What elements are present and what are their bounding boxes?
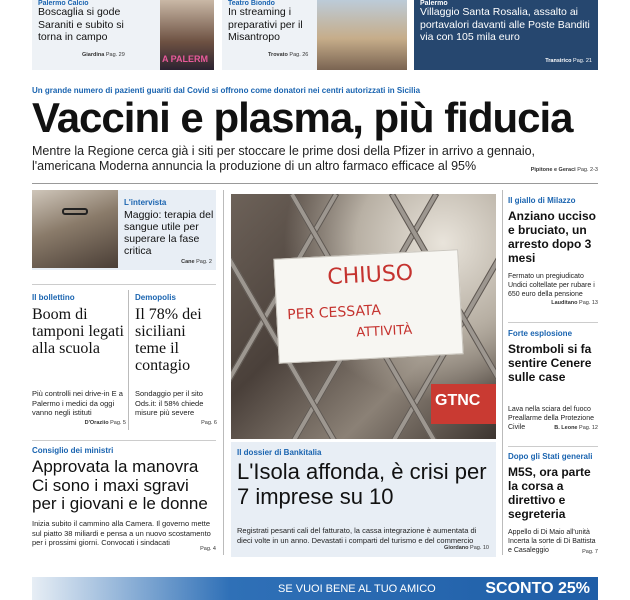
headline: Boom di tamponi legati alla scuola bbox=[32, 306, 124, 357]
cite-page: Pag. 10 bbox=[470, 545, 489, 551]
teaser-text: Lava nella sciara del fuoco Preallarme della Protezione Civile bbox=[508, 406, 594, 431]
divider bbox=[508, 322, 598, 323]
teaser-text: Maggio: terapia del sangue utile per superare la fase critica bbox=[124, 209, 214, 257]
lead-kicker: Un grande numero di pazienti guariti dal Covid si offrono come donatori nei centri autorizzati in Sicilia bbox=[32, 86, 421, 95]
headline: Stromboli si fa sentire Cenere sulle case bbox=[508, 342, 592, 384]
cite-page: Pag. 6 bbox=[201, 420, 217, 426]
headline: M5S, ora parte la corsa a direttivo e segreteria bbox=[508, 465, 591, 521]
teaser-text: Inizia subito il cammino alla Camera. Il governo mette sul piatto 38 miliardi e pensa a un nuovo scostamento per i prossimi giorni. Convocati i sindacati bbox=[32, 519, 211, 547]
top-box-palermo[interactable] bbox=[414, 0, 598, 70]
lead-subhead: Mentre la Regione cerca già i siti per stoccare le prime dosi della Pfizer in arrivo a gennaio, l'americana Moderna annuncia la produzione di un altro farmaco efficace al 95% bbox=[32, 144, 536, 173]
kicker: Teatro Biondo bbox=[228, 0, 275, 7]
kicker: Palermo bbox=[420, 0, 448, 7]
cite-page: Pag. 7 bbox=[582, 549, 598, 555]
cite-page: Pag. 29 bbox=[105, 52, 125, 58]
kicker: Il giallo di Milazzo bbox=[508, 196, 576, 205]
citation bbox=[32, 420, 126, 426]
citation bbox=[135, 420, 217, 426]
cite-author: Giardina bbox=[82, 52, 105, 58]
citation bbox=[508, 425, 598, 431]
headline: Approvata la manovra Ci sono i maxi sgravi per i giovani e le donne bbox=[32, 457, 208, 513]
cite-page: Pag. 2-3 bbox=[577, 167, 598, 173]
cite-author: Giordano bbox=[444, 545, 469, 551]
citation bbox=[508, 300, 598, 306]
top-box-teatro[interactable] bbox=[222, 0, 407, 70]
bollettino-story[interactable] bbox=[32, 293, 126, 433]
stromboli-story[interactable] bbox=[508, 329, 600, 439]
divider bbox=[508, 446, 598, 447]
cite-page: Pag. 2 bbox=[196, 259, 212, 265]
teaser-text: Più controlli nei drive-in E a Palermo i medici da oggi vanno negli istituti bbox=[32, 389, 123, 417]
ad-text-left: SE VUOI BENE AL TUO AMICO bbox=[278, 583, 436, 595]
ad-banner[interactable] bbox=[32, 577, 598, 600]
teaser-text: Registrati pesanti cali del fatturato, la cassa integrazione è aumentata di dieci volte in un anno. Devastati i comparti del turismo e del commercio bbox=[237, 526, 477, 545]
red-sign-text: GTNC bbox=[435, 392, 481, 409]
teaser-text: Villaggio Santa Rosalia, assalto ai portavalori davanti alle Poste Banditi via con 105 mila euro bbox=[420, 6, 590, 43]
banner-text: A PALERM bbox=[162, 54, 208, 64]
headline: L'Isola affonda, è crisi per 7 imprese su 10 bbox=[237, 459, 487, 509]
cite-author: B. Leone bbox=[554, 425, 578, 431]
photo-footballer bbox=[160, 0, 214, 70]
cite-author: Trovato bbox=[268, 52, 288, 58]
bankitalia-story[interactable] bbox=[231, 442, 496, 557]
red-sign bbox=[431, 384, 496, 424]
lead-headline[interactable]: Vaccini e plasma, più fiducia bbox=[32, 94, 573, 141]
divider bbox=[502, 190, 503, 555]
divider bbox=[128, 290, 129, 430]
glasses-icon bbox=[62, 208, 88, 215]
cite-author: Transirico bbox=[545, 58, 572, 64]
sign-line: ATTIVITÀ bbox=[355, 322, 413, 341]
photo-maggio bbox=[32, 190, 118, 268]
citation bbox=[381, 545, 489, 551]
divider bbox=[223, 190, 224, 555]
kicker: Il bollettino bbox=[32, 293, 75, 302]
cite-author: D'Oraziio bbox=[84, 420, 109, 426]
m5s-story[interactable] bbox=[508, 452, 600, 557]
cite-page: Pag. 26 bbox=[289, 52, 309, 58]
kicker: Palermo Calcio bbox=[38, 0, 89, 7]
cite-page: Pag. 4 bbox=[200, 546, 216, 552]
sign-line: CHIUSO bbox=[326, 260, 414, 291]
kicker: Forte esplosione bbox=[508, 329, 573, 338]
demopolis-story[interactable] bbox=[135, 293, 217, 433]
divider bbox=[32, 183, 598, 184]
photo-theatre bbox=[317, 0, 407, 70]
divider bbox=[32, 440, 216, 441]
ad-text-right: SCONTO 25% bbox=[485, 580, 590, 597]
citation bbox=[32, 546, 216, 552]
citation bbox=[508, 549, 598, 555]
citation bbox=[545, 58, 592, 64]
consiglio-story[interactable] bbox=[32, 446, 218, 556]
cite-author: Pipitone e Geraci bbox=[530, 167, 576, 173]
closed-sign bbox=[273, 249, 463, 364]
cite-page: Pag. 13 bbox=[579, 300, 598, 306]
teaser-text: Fermato un pregiudicato Undici coltellate per rubare i 650 euro della pensione bbox=[508, 273, 595, 298]
kicker: Demopolis bbox=[135, 293, 176, 302]
teaser-text: Boscaglia si gode Saraniti e subito si torna in campo bbox=[38, 6, 124, 43]
lead-citation bbox=[470, 167, 598, 173]
teaser-text: Appello di Di Maio all'unità Incerta la sorte di Di Battista e Casaleggio bbox=[508, 529, 596, 554]
kicker: Dopo gli Stati generali bbox=[508, 452, 593, 461]
cite-page: Pag. 12 bbox=[579, 425, 598, 431]
divider bbox=[32, 284, 216, 285]
citation bbox=[124, 259, 212, 265]
headline: Anziano ucciso e bruciato, un arresto dopo 3 mesi bbox=[508, 209, 597, 265]
photo-chiuso bbox=[231, 194, 496, 439]
teaser-text: In streaming i preparativi per il Misantropo bbox=[228, 6, 303, 43]
teaser-text: Sondaggio per il sito Ods.it: il 58% chiede misure più severe bbox=[135, 389, 204, 417]
kicker: L'intervista bbox=[124, 198, 167, 207]
kicker: Il dossier di Bankitalia bbox=[237, 448, 322, 457]
cite-author: Cane bbox=[181, 259, 195, 265]
citation bbox=[268, 52, 308, 58]
intervista-box[interactable] bbox=[32, 190, 216, 270]
kicker: Consiglio dei ministri bbox=[32, 446, 114, 455]
cite-page: Pag. 5 bbox=[110, 420, 126, 426]
cite-page: Pag. 21 bbox=[573, 58, 592, 64]
cite-author: Lauditano bbox=[551, 300, 578, 306]
milazzo-story[interactable] bbox=[508, 196, 600, 314]
citation bbox=[82, 52, 125, 58]
top-box-calcio[interactable] bbox=[32, 0, 214, 70]
headline: Il 78% dei siciliani teme il contagio bbox=[135, 306, 202, 374]
sign-line: PER CESSATA bbox=[286, 302, 382, 324]
